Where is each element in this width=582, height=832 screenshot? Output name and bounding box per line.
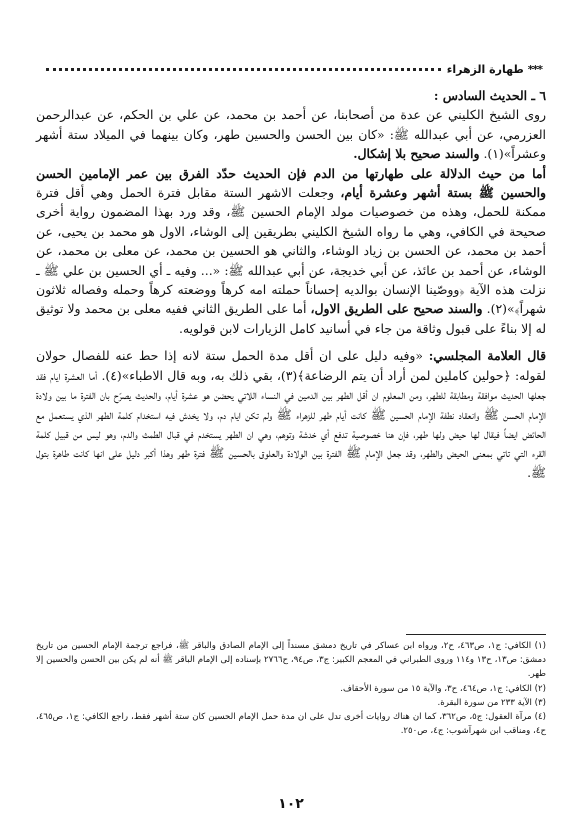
footnote-4: (٤) مرآة العقول: ج٥، ص٣٦٢، كما ان هناك روايات أخرى تدل على ان مدة حمل الإمام الحسين كان ستة أشهر فقط، راجع الكافي: ج١، ص٤٦٥، ح٤، ومناقب ابن شهرآشوب: ج٤، ص٢٥٠. xyxy=(36,712,546,737)
footnote-3: (٣) الآية ٢٣٣ من سورة البقرة. xyxy=(437,697,546,708)
footnote-separator xyxy=(406,634,546,635)
paragraph-2-conclusion: والسند صحيح على الطريق الاول، xyxy=(310,301,483,317)
paragraph-2-tail: أما على الطريق الثاني ففيه معلى بن محمد ولا توثيق له إلا بناءً على قبول وثاقة من جاء في أسانيد كامل الزيارات لابن قولويه. xyxy=(36,301,546,336)
paragraph-3-lead: قال العلامة المجلسي: xyxy=(428,348,546,364)
main-text xyxy=(36,84,546,482)
paragraph-3-text: «وفيه دليل على ان أقل مدة الحمل ستة لانه إذا حط عنه للفصال حولان لقوله: ﴿حولين كاملين لمن أراد أن يتم الرضاعة﴾(٣)، بقي ذلك به، وبه قال الاطباء»(٤). أما العشرة ايام فقد جعلها الحديث موافقة ومطابقة للطهر، ومن المعلوم ان أقل الطهر بين الدمين في النساء اللاتي يحضن هو عشرة أيام، والحديث يصرّح بان الفترة ما بين ولادة الإمام الحسن ﷺ وانعقاد نطفة الإمام الحسين ﷺ كانت أيام طهر للزهراء ﷺ ولم تكن ايام دم، ولا يخدش فيه استخدام كلمة الطهر الذي يستعمل مع الحائض ايضاً فيقال لها حيض ولها طهر، فإن هنا خصوصية تدفع أي خدشة وتوهم، وهي ان الطهر يستخدم في قبال الطمث والدم، وهو ليس من قبيل كلمة القرء التي تاتي بمعنى الحيض والطهر، وقد جعل الإمام ﷺ الفترة بين الولادة والعلوق بالحسين ﷺ فترة طهر وهذا أكبر دليل على انها كانت طاهرة بتول ﷺ. xyxy=(36,348,546,480)
footnote-2: (٢) الكافي: ج١، ص٤٦٤، ح٣، والآية ١٥ من سورة الأحقاف. xyxy=(340,683,546,694)
section-title: ٦ ـ الحديث السادس : xyxy=(433,88,546,103)
page-number: ١٠٢ xyxy=(278,796,304,812)
paragraph-2 xyxy=(36,164,546,339)
paragraph-3 xyxy=(36,346,546,482)
paragraph-2-text: وجعلت الاشهر الستة مقابل فترة الحمل وهي أقل فترة ممكنة للحمل، وهذه من خصوصيات مولد الإمام الحسين ﷺ، وقد ورد بهذا المضمون رواية أخرى صحيحة في الكافي، وهي ما رواه الشيخ الكليني بطريقين إلى الوشاء، الاول هو محمد بن يحيى، عن أحمد بن محمد، عن الحسن بن زياد الوشاء، والثاني هو الحسين بن محمد، عن معلى بن محمد، عن الوشاء، عن أحمد بن عائذ، عن أبي خديجة، عن أبي عبدالله ﷺ: «... وفيه ـ أي الحسين بن علي ﷺ ـ نزلت هذه الآية ﴿ووصّينا الإنسان بوالديه إحساناً حملته امه كرهاً ووضعته كرهاً وحمله وفصاله ثلاثون شهراً﴾»(٢). xyxy=(36,185,546,317)
footnote-1: (١) الكافي: ج١، ص٤٦٣، ح٢، ورواه ابن عساكر في تاريخ دمشق مسنداً إلى الإمام الصادق والباقر ﷺ، فراجع ترجمة الإمام الحسين من تاريخ دمشق: ص١٣، ح١٣ و١١٤ وروى الطبراني في المعجم الكبير: ج٣، ص٩٤، ح٢٧٦٦ بإسناده إلى الإمام الباقر ﷺ أنه لم يكن بين الحسن والحسين إلا طهر. xyxy=(36,641,546,680)
paragraph-1-text: روى الشيخ الكليني عن عدة من أصحابنا، عن أحمد بن محمد، عن علي بن الحكم، عن عبدالرحمن العزرمي، عن أبي عبدالله ﷺ: «كان بين الحسن والحسين طهر، وكان بينهما في الميلاد ستة أشهر وعشراً»(١). xyxy=(36,107,546,162)
header-stars: *** xyxy=(527,62,542,76)
header-dotted-rule xyxy=(46,68,441,71)
footnotes xyxy=(36,634,546,738)
header-title: طهارة الزهراء xyxy=(446,62,524,76)
paragraph-1 xyxy=(36,105,546,163)
paragraph-2-lead: أما من حيث الدلالة على طهارتها من الدم فإن الحديث حدّد الفرق بين عمر الإمامين الحسن والحسين ﷺ بستة أشهر وعشرة أيام، xyxy=(36,165,546,201)
running-header xyxy=(40,60,542,78)
paragraph-1-conclusion: والسند صحيح بلا إشكال. xyxy=(353,146,480,162)
